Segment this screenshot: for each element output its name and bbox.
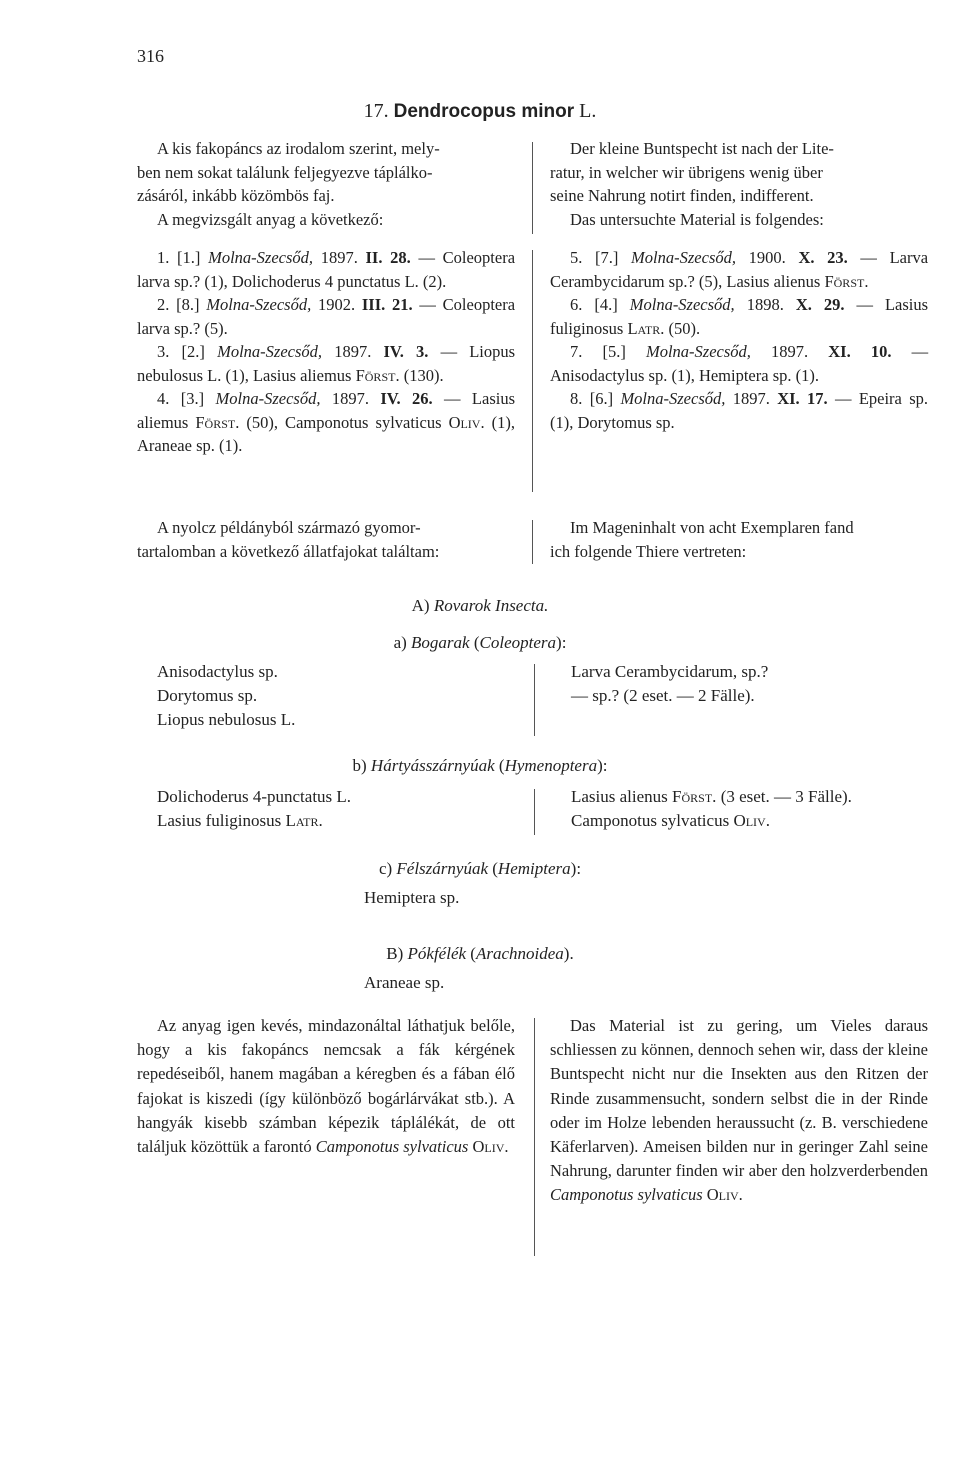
intro-line: zásáról, inkább közömbös faj. — [137, 186, 335, 205]
stomach-line: tartalomban a következő állatfajokat találtam: — [137, 541, 440, 561]
taxon-item: Dolichoderus 4-punctatus L. — [157, 787, 352, 806]
group-c-heading: c) Félszárnyúak (Hemiptera): — [378, 859, 582, 878]
conclusion-paragraph: Az anyag igen kevés, mindazonáltal láthatjuk belőle, hogy a kis fakopáncs nemcsak a fák kérgének repedéseiből, hanem magában a kéregben és a fában élő fajokat is kiszedi (így különböző bogárlárvákat stb.). A hangyák kisebb számban képezik táplálékát, de ott találjuk közöttük a farontó Camponotus sylvaticus Oliv. — [137, 1016, 515, 1157]
specimen-list-right — [550, 246, 928, 434]
heading-number: 17. — [363, 100, 389, 122]
intro-line: Der kleine Buntspecht ist nach der Lite- — [570, 139, 834, 158]
taxon-item: — sp.? (2 eset. — 2 Fälle). — [571, 686, 755, 705]
group-a-heading: a) Bogarak (Coleoptera): — [393, 633, 567, 652]
specimen-entry: 7. [5.] Molna-Szecsőd, 1897. XI. 10. — Anisodactylus sp. (1), Hemiptera sp. (1). — [550, 342, 929, 385]
intro-hungarian — [137, 137, 515, 231]
page-number: 316 — [137, 46, 164, 66]
column-divider — [532, 142, 533, 234]
specimen-entry: 2. [8.] Molna-Szecsőd, 1902. III. 21. — Coleoptera larva sp.? (5). — [137, 295, 516, 338]
group-c-item: Hemiptera sp. — [364, 888, 460, 907]
intro-line: A megvizsgált anyag a következő: — [157, 209, 384, 229]
specimen-list-left — [137, 246, 515, 458]
intro-german — [550, 137, 928, 231]
intro-line: ratur, in welcher wir übrigens wenig über — [550, 162, 823, 182]
specimen-entry: 6. [4.] Molna-Szecsőd, 1898. X. 29. — Lasius fuliginosus Latr. (50). — [550, 295, 929, 338]
group-a-list-left — [157, 660, 295, 732]
heading-genus: Dendrocopus minor — [393, 101, 575, 122]
specimen-entry: 3. [2.] Molna-Szecsőd, 1897. IV. 3. — Liopus nebulosus L. (1), Lasius aliemus Först. (130). — [137, 342, 516, 385]
species-heading — [0, 100, 960, 123]
group-b-list-right — [571, 785, 852, 833]
taxon-item: Liopus nebulosus L. — [157, 710, 296, 729]
conclusion-paragraph: Das Material ist zu gering, um Vieles daraus schliessen zu können, dennoch sehen wir, dass der kleine Buntspecht nicht nur die Insekten aus den Ritzen der Rinde zusammensucht, sondern selbst die in der Rinde oder im Holze lebenden heraussucht (z. B. verschiedene Käferlarven). Ameisen bilden nur in geringer Zahl seine Nahrung, darunter finden wir aber den holzverderbenden Camponotus sylvaticus Oliv. — [550, 1016, 928, 1205]
column-divider — [532, 250, 533, 492]
section-a-heading: A) Rovarok Insecta. — [411, 596, 549, 615]
taxon-item: Lasius alienus Först. (3 eset. — 3 Fälle). — [571, 787, 852, 806]
column-divider — [532, 520, 533, 564]
taxon-item: Lasius fuliginosus Latr. — [157, 811, 323, 830]
stomach-line: Im Mageninhalt von acht Exemplaren fand — [570, 518, 854, 537]
group-a-list-right — [571, 660, 768, 708]
column-divider — [534, 664, 535, 736]
group-b-heading: b) Hártyásszárnyúak (Hymenoptera): — [352, 756, 608, 775]
heading-author: L. — [579, 100, 597, 122]
stomach-line: A nyolcz példányból származó gyomor- — [157, 518, 421, 537]
stomach-line: ich folgende Thiere vertreten: — [550, 541, 747, 561]
taxon-item: Dorytomus sp. — [157, 686, 258, 705]
specimen-entry: 8. [6.] Molna-Szecsőd, 1897. XI. 17. — Epeira sp. (1), Dorytomus sp. — [550, 389, 929, 432]
section-b-item: Araneae sp. — [364, 973, 445, 992]
specimen-entry: 1. [1.] Molna-Szecsőd, 1897. II. 28. — Coleoptera larva sp.? (1), Dolichoderus 4 punctatus L. (2). — [137, 248, 516, 291]
specimen-entry: 5. [7.] Molna-Szecsőd, 1900. X. 23. — Larva Cerambycidarum sp.? (5), Lasius alienus Först. — [550, 248, 929, 291]
column-divider — [534, 789, 535, 835]
intro-line: seine Nahrung notirt finden, indifferent. — [550, 186, 814, 205]
stomach-intro-german — [550, 516, 928, 563]
intro-line: Das untersuchte Material is folgendes: — [570, 209, 824, 229]
section-b-heading: B) Pókfélék (Arachnoidea). — [386, 944, 574, 963]
taxon-item: Larva Cerambycidarum, sp.? — [571, 662, 769, 681]
conclusion-german — [550, 1014, 928, 1208]
specimen-entry: 4. [3.] Molna-Szecsőd, 1897. IV. 26. — Lasius aliemus Först. (50), Camponotus sylvaticus Oliv. (1), Araneae sp. (1). — [137, 389, 516, 455]
stomach-intro-hungarian — [137, 516, 515, 563]
intro-line: ben nem sokat találunk feljegyezve táplálko- — [137, 162, 433, 182]
column-divider — [534, 1018, 535, 1256]
conclusion-hungarian — [137, 1014, 515, 1159]
group-b-list-left — [157, 785, 351, 833]
taxon-item: Camponotus sylvaticus Oliv. — [571, 811, 770, 830]
taxon-item: Anisodactylus sp. — [157, 662, 278, 681]
intro-line: A kis fakopáncs az irodalom szerint, mely- — [157, 139, 440, 158]
